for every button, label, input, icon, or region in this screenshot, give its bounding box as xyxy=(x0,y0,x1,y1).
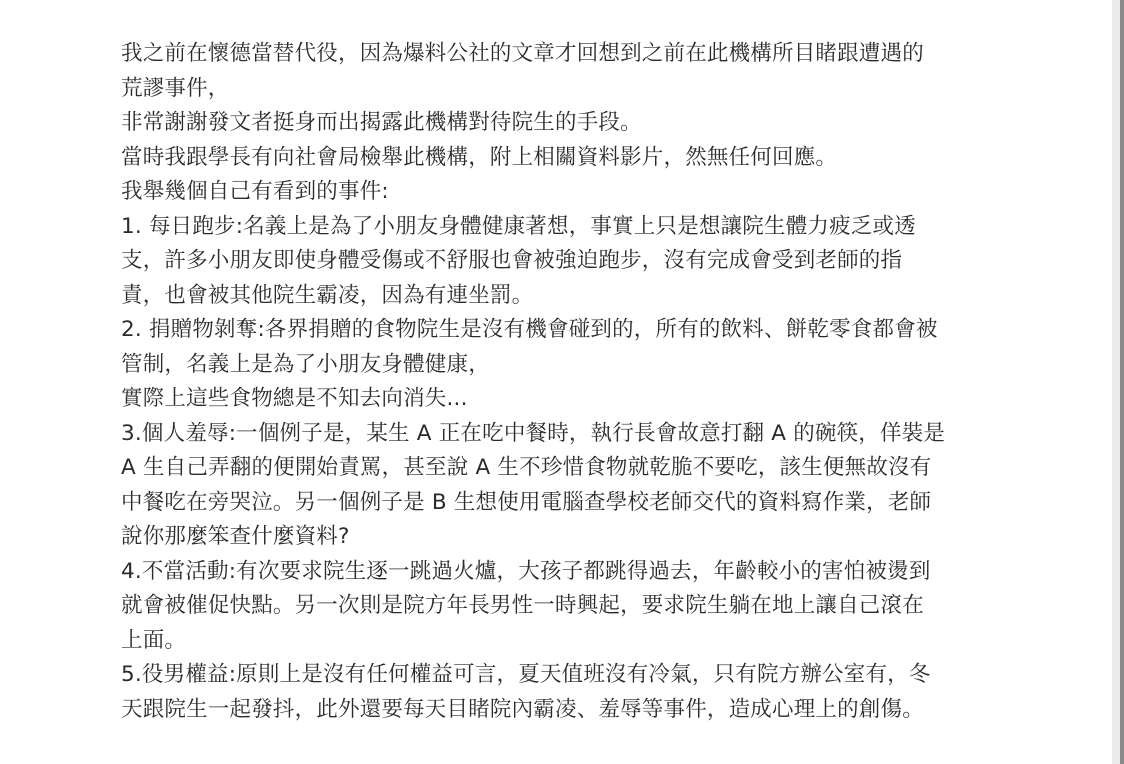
text-line: 非常謝謝發文者挺身而出揭露此機構對待院生的手段。 xyxy=(121,110,642,135)
text-line: 就會被催促快點。另一次則是院方年長男性一時興起，要求院生躺在地上讓自己滾在 xyxy=(121,593,924,618)
text-line: 1. 每日跑步:名義上是為了小朋友身體健康著想，事實上只是想讓院生體力疲乏或透 xyxy=(121,213,916,239)
scrollbar-thumb[interactable] xyxy=(1120,0,1124,764)
vertical-scrollbar[interactable] xyxy=(1112,0,1124,764)
text-line: 實際上這些食物總是不知去向消失... xyxy=(121,386,468,411)
text-line: 上面。 xyxy=(121,627,187,653)
text-line: 支，許多小朋友即使身體受傷或不舒服也會被強迫跑步，沒有完成會受到老師的指 xyxy=(121,248,903,273)
text-line: 責，也會被其他院生霸凌，因為有連坐罰。 xyxy=(121,282,534,308)
text-line: 3.個人羞辱:一個例子是，某生 A 正在吃中餐時，執行長會故意打翻 A 的碗筷，佯裝是 xyxy=(121,420,946,446)
text-line: 說你那麼笨查什麼資料? xyxy=(121,524,350,549)
text-line: 我舉幾個自己有看到的事件: xyxy=(121,179,389,204)
text-line: 管制，名義上是為了小朋友身體健康， xyxy=(121,351,490,377)
text-line: A 生自己弄翻的便開始責罵，甚至說 A 生不珍惜食物就乾脆不要吃，該生便無故沒有 xyxy=(121,455,932,480)
text-line: 當時我跟學長有向社會局檢舉此機構，附上相關資料影片，然無任何回應。 xyxy=(121,144,838,170)
text-line: 荒謬事件， xyxy=(121,75,230,101)
text-line: 我之前在懷德當替代役，因為爆料公社的文章才回想到之前在此機構所目睹跟遭遇的 xyxy=(121,41,924,66)
text-line: 中餐吃在旁哭泣。另一個例子是 B 生想使用電腦查學校老師交代的資料寫作業，老師 xyxy=(121,489,932,515)
text-line: 天跟院生一起發抖，此外還要每天目睹院內霸凌、羞辱等事件，造成心理上的創傷。 xyxy=(121,696,924,722)
text-line: 4.不當活動:有次要求院生逐一跳過火爐，大孩子都跳得過去，年齡較小的害怕被燙到 xyxy=(121,558,931,584)
text-line: 5.役男權益:原則上是沒有任何權益可言，夏天值班沒有冷氣，只有院方辦公室有，冬 xyxy=(121,662,931,687)
text-line: 2. 捐贈物剝奪:各界捐贈的食物院生是沒有機會碰到的，所有的飲料、餅乾零食都會被 xyxy=(121,317,938,342)
document-text xyxy=(121,37,1001,727)
